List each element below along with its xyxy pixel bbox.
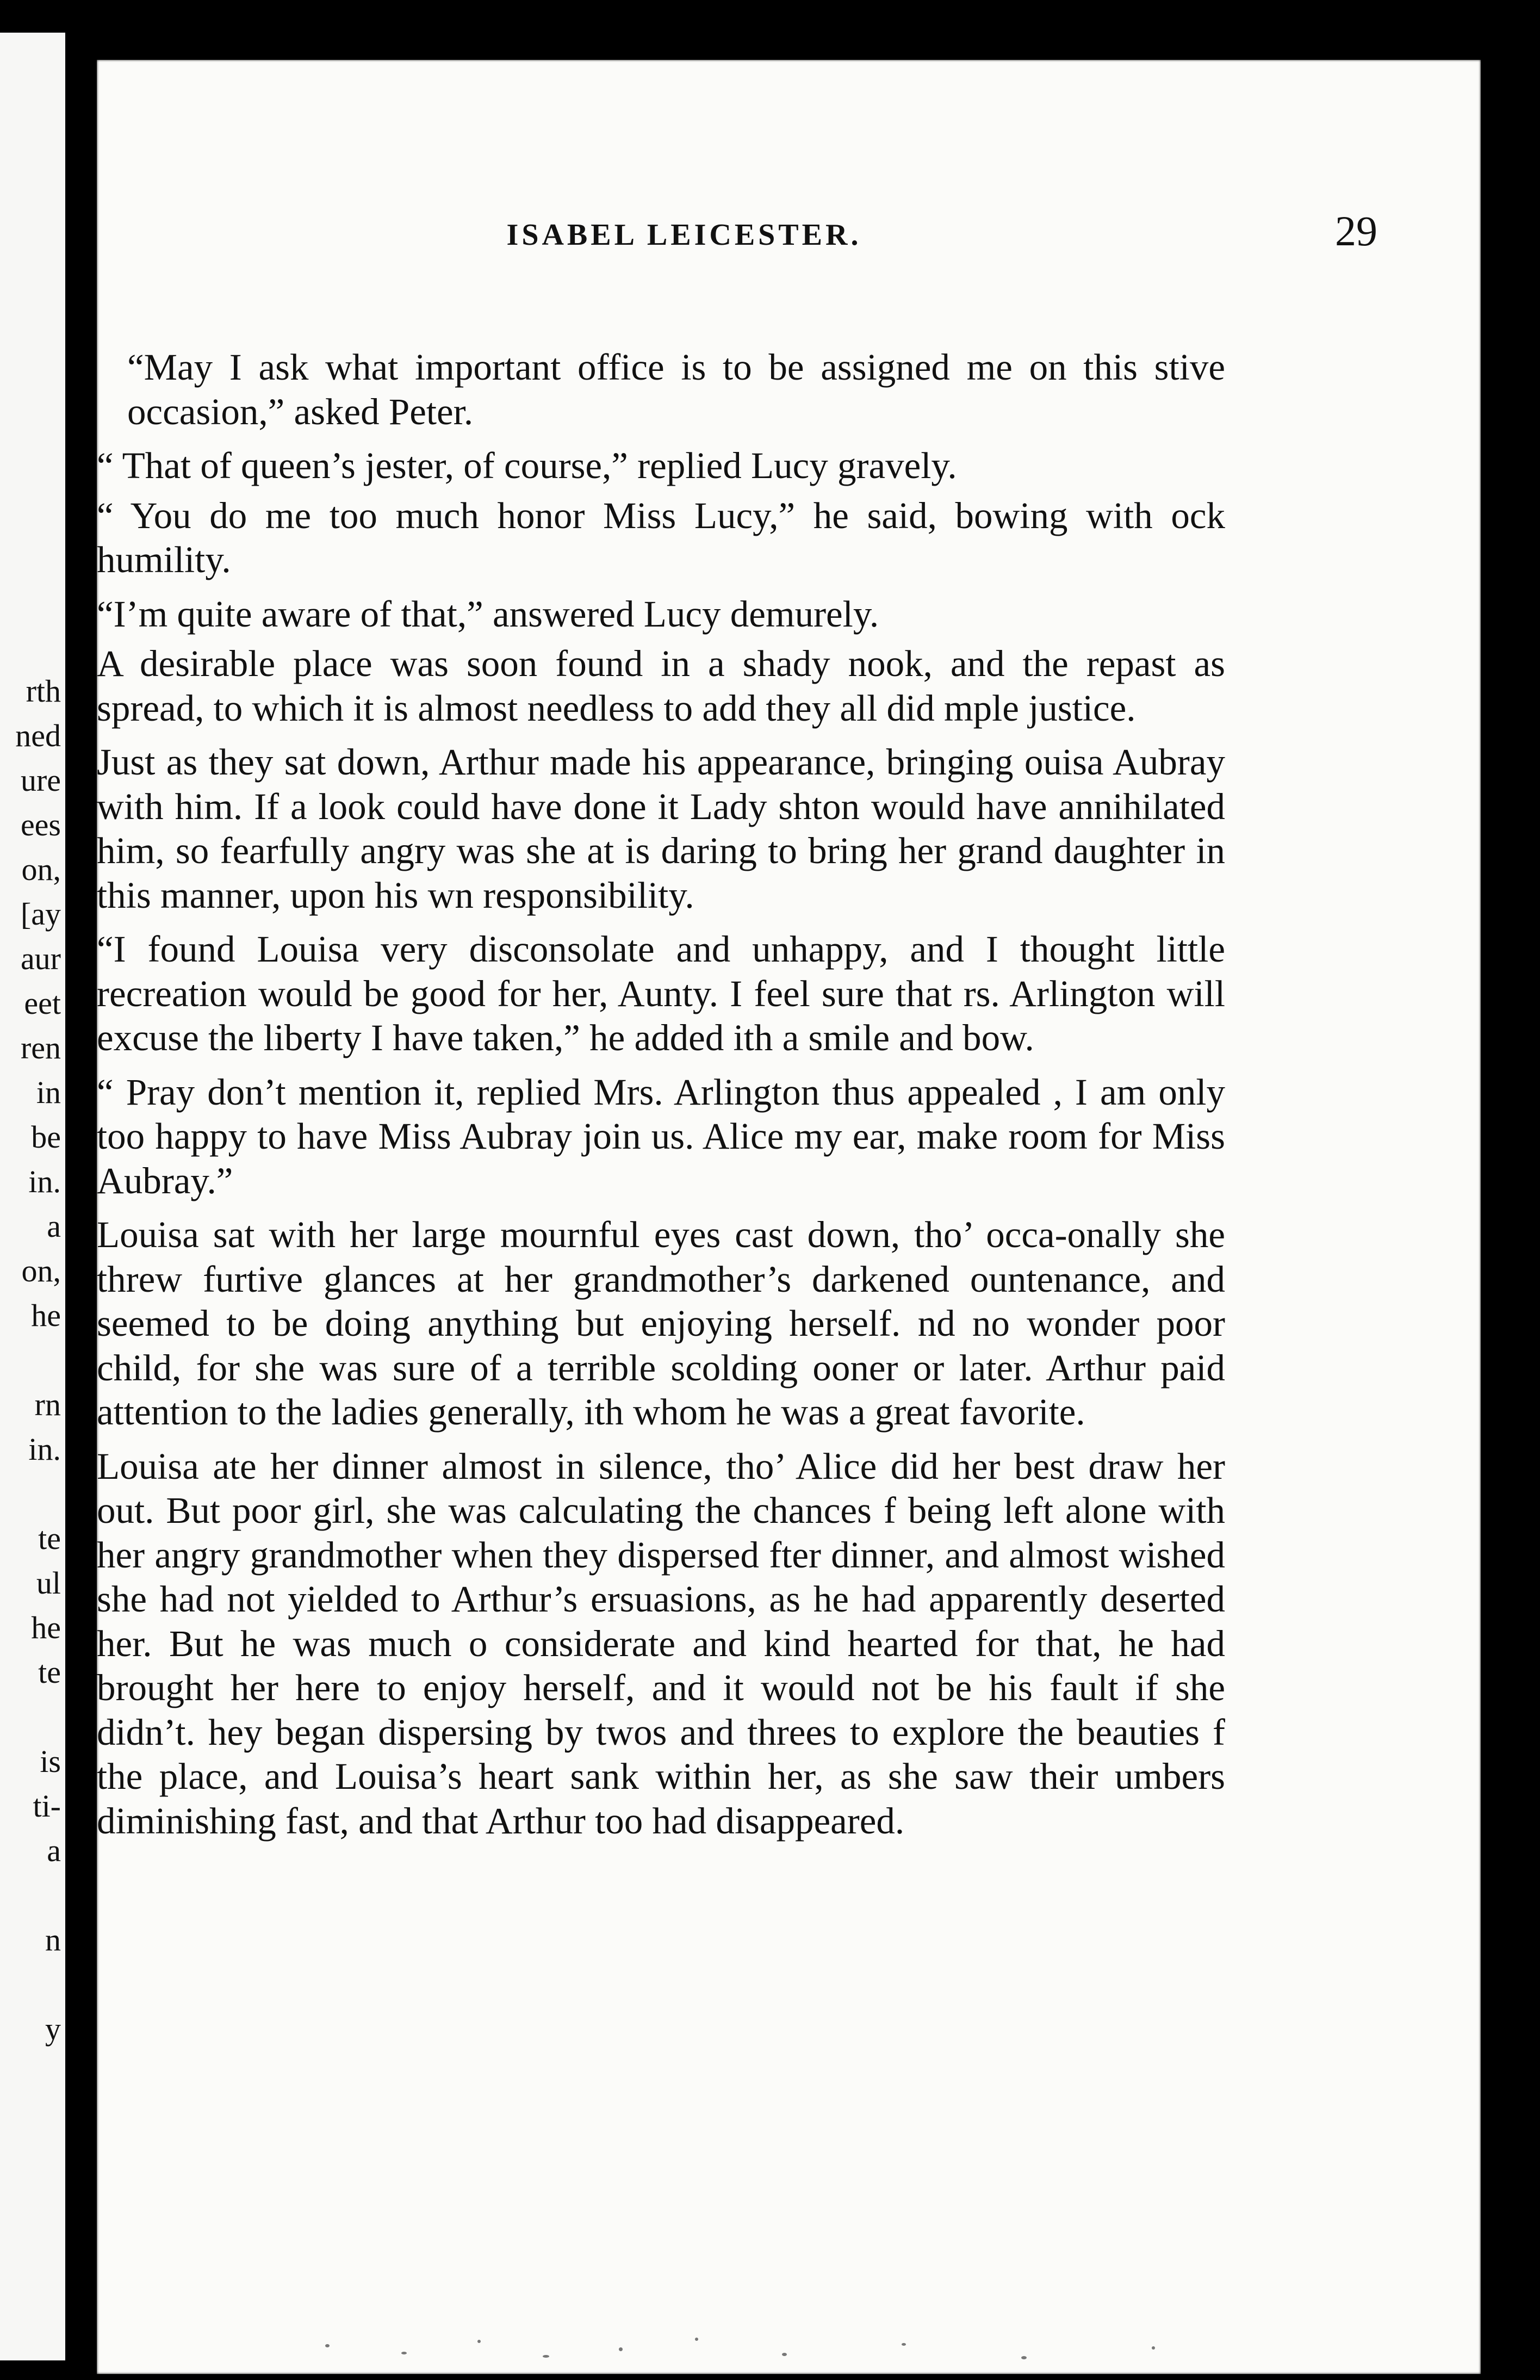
facing-page-fragment: a — [47, 1833, 61, 1868]
facing-page-fragment: he — [31, 1610, 61, 1645]
facing-page-fragment: a — [47, 1208, 61, 1244]
paragraph: “I’m quite aware of that,” answered Lucy demurely. — [97, 593, 879, 635]
facing-page-fragment: n — [45, 1922, 61, 1957]
facing-page-edge — [0, 33, 65, 2360]
running-title: ISABEL LEICESTER. — [506, 218, 862, 252]
paragraph: A desirable place was soon found in a shady nook, and the repast as spread, to which it is almost needless to add they all did mple justice. — [97, 643, 1225, 729]
facing-page-fragment: te — [38, 1521, 61, 1556]
paragraph: “ Pray don’t mention it, replied Mrs. Arlington thus appealed , I am only too happy to have Miss Aubray join us. Alice my ear, make room for Miss Aubray.” — [97, 1071, 1225, 1201]
facing-page-fragment — [0, 1472, 65, 1516]
facing-page-fragment: y — [45, 2011, 61, 2047]
facing-page-fragment — [0, 1695, 65, 1739]
facing-page-fragment: ure — [20, 763, 61, 798]
paragraph: “ You do me too much honor Miss Lucy,” he said, bowing with ock humility. — [97, 494, 1225, 580]
facing-page-fragment: on, — [21, 852, 61, 887]
paragraph: “ That of queen’s jester, of course,” replied Lucy gravely. — [97, 445, 957, 486]
facing-page-fragment: te — [38, 1654, 61, 1690]
facing-page-fragment: ul — [36, 1565, 61, 1601]
facing-page-fragment — [0, 1962, 65, 2007]
page-number: 29 — [1335, 207, 1377, 255]
facing-page-fragment — [0, 1873, 65, 1918]
scan-border — [1481, 0, 1540, 2380]
facing-page-fragment: be — [31, 1119, 61, 1155]
paragraph: Just as they sat down, Arthur made his appearance, bringing ouisa Aubray with him. If a look could have done it Lady shton would have annihilated him, so fearfully angry was she at is daring to bring her grand daughter in this manner, upon his wn responsibility. — [97, 741, 1225, 916]
facing-page-fragment: on, — [21, 1253, 61, 1288]
facing-page-fragment: is — [40, 1744, 61, 1779]
paragraph: “I found Louisa very disconsolate and unhappy, and I thought little recreation would be good for her, Aunty. I feel sure that rs. Arlington will excuse the liberty I have taken,” he added ith a smile and bow. — [97, 928, 1225, 1058]
print-specks — [97, 2328, 1481, 2371]
book-page — [97, 60, 1481, 2374]
facing-page-fragment: he — [31, 1298, 61, 1333]
facing-page-fragment: aur — [20, 941, 61, 976]
facing-page-fragment: ned — [15, 718, 61, 753]
paragraph: Louisa sat with her large mournful eyes cast down, tho’ occa-onally she threw furtive glances at her grandmother’s darkened ountenance, and seemed to be doing anything but enjoying herself. nd no wonder poor child, for she was sure of a terrible scolding ooner or later. Arthur paid attention to the ladies generally, ith whom he was a great favorite. — [97, 1214, 1225, 1433]
paragraph: “May I ask what important office is to be assigned me on this stive occasion,” asked Peter. — [127, 346, 1225, 432]
facing-page-fragment: in. — [28, 1164, 61, 1199]
facing-page-fragment: rn — [34, 1387, 61, 1422]
page-gutter — [65, 0, 99, 2380]
facing-page-fragment: ren — [20, 1030, 61, 1065]
facing-page-fragment: ees — [20, 807, 61, 842]
facing-page-fragment: eet — [24, 986, 61, 1021]
running-head — [97, 207, 1481, 261]
facing-page-fragment: [ay — [20, 896, 61, 932]
body-text — [97, 345, 1225, 1853]
facing-page-fragment: rth — [26, 673, 61, 709]
facing-page-fragment: in. — [28, 1431, 61, 1467]
facing-page-fragment: ti- — [33, 1788, 61, 1824]
facing-page-fragments — [0, 669, 65, 2051]
facing-page-fragment: in — [36, 1075, 61, 1110]
paragraph: Louisa ate her dinner almost in silence, tho’ Alice did her best draw her out. But poor girl, she was calculating the chances f being left alone with her angry grandmother when they dispersed fter dinner, and almost wished she had not yielded to Arthur’s ersuasions, as he had apparently deserted her. But he was much o considerate and kind hearted for that, he had brought her here to enjoy herself, and it would not be his fault if she didn’t. hey began dispersing by twos and threes to explore the beauties f the place, and Louisa’s heart sank within her, as she saw their umbers diminishing fast, and that Arthur too had disappeared. — [97, 1445, 1225, 1842]
facing-page-fragment — [0, 1338, 65, 1383]
